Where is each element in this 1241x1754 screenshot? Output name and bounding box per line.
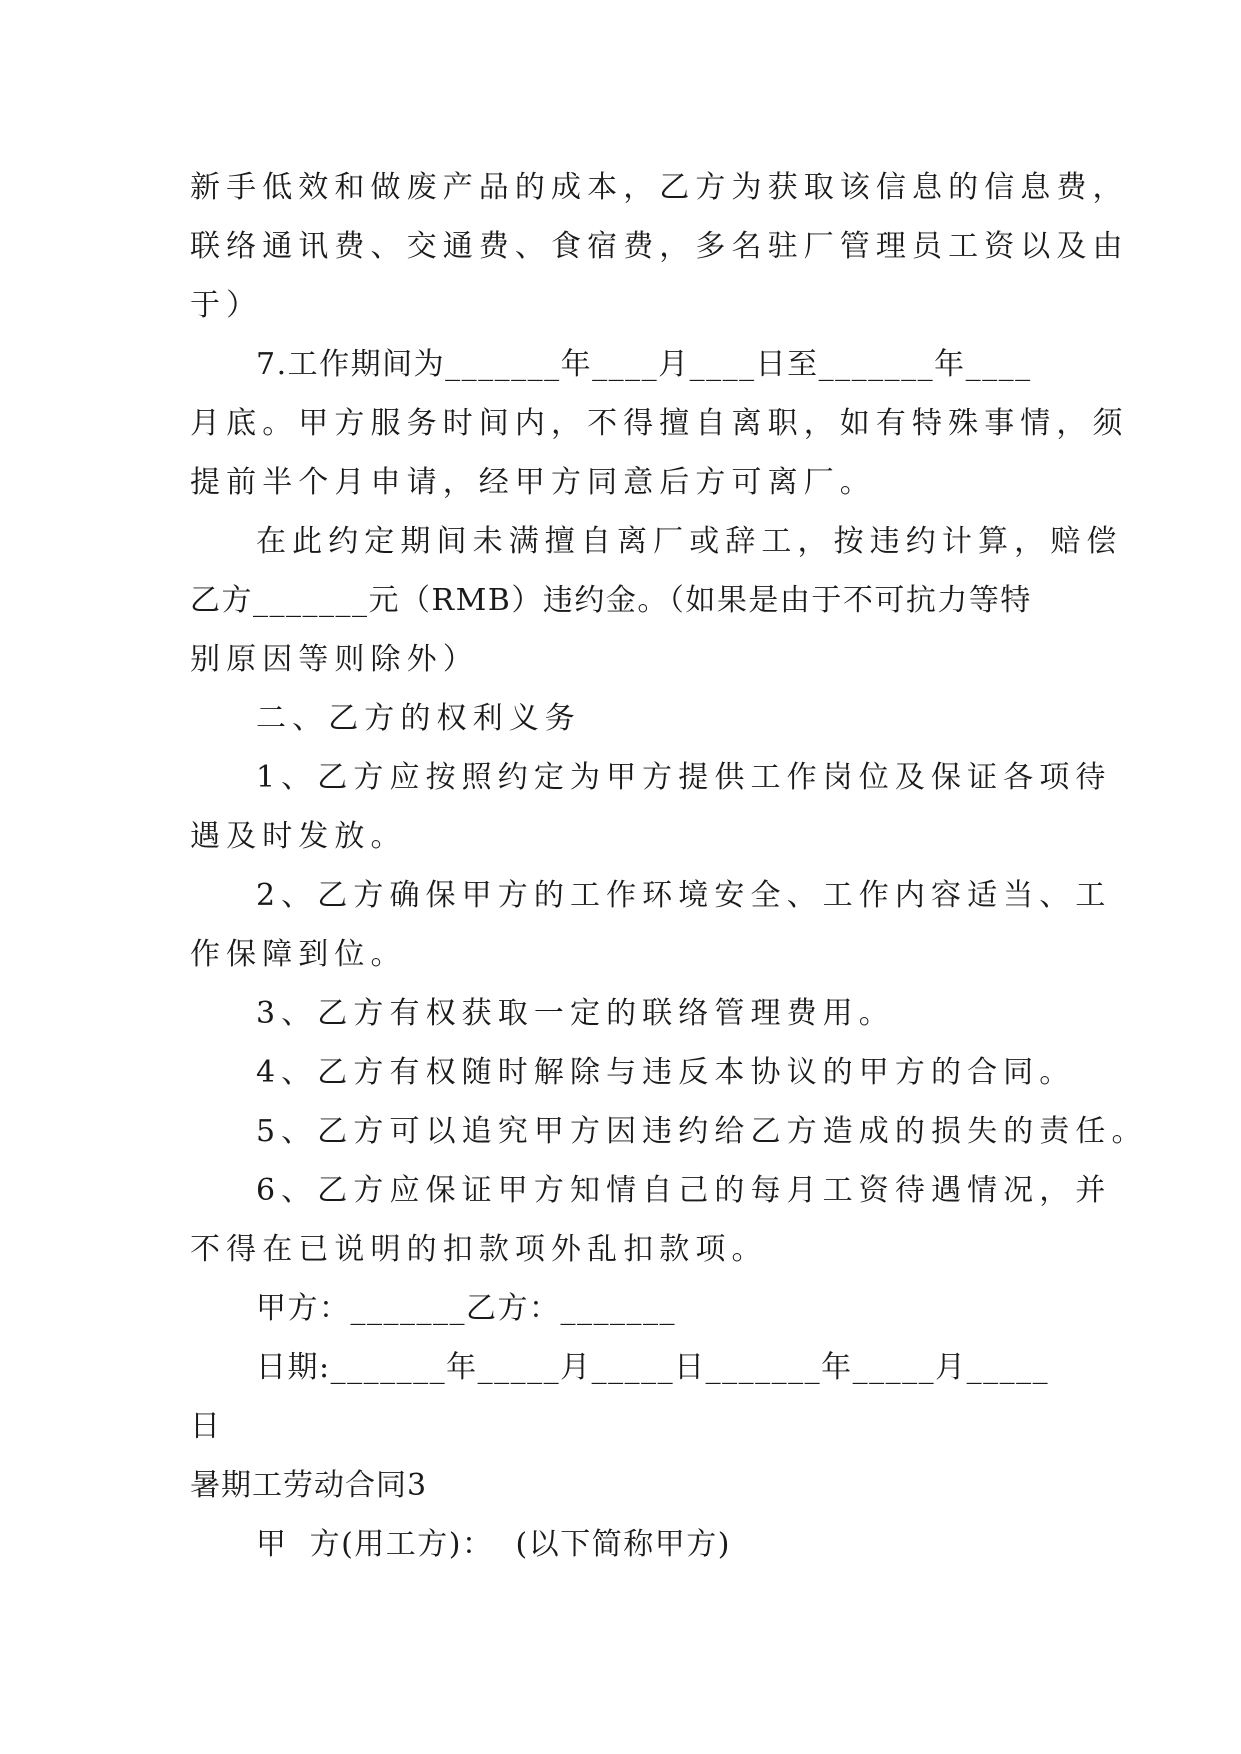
clause-7-line: 7.工作期间为_______年____月____日至_______年____	[256, 347, 1032, 382]
paragraph-line: 提前半个月申请，经甲方同意后方可离厂。	[190, 465, 876, 500]
paragraph-line: 乙方_______元（RMB）违约金。（如果是由于不可抗力等特	[190, 583, 1032, 618]
section-heading: 二、乙方的权利义务	[256, 701, 581, 736]
signature-line: 甲方：_______乙方：_______	[256, 1291, 676, 1326]
clause-line: 5、乙方可以追究甲方因违约给乙方造成的损失的责任。	[256, 1114, 1148, 1149]
paragraph-line: 新手低效和做废产品的成本，乙方为获取该信息的信息费，	[190, 170, 1129, 205]
date-line: 日期:_______年_____月_____日_______年_____月_____	[256, 1350, 1050, 1385]
clause-line: 2、乙方确保甲方的工作环境安全、工作内容适当、工	[256, 878, 1112, 913]
document-body	[190, 158, 1148, 1574]
party-a-line: 甲 方(用工方)： (以下简称甲方)	[256, 1527, 731, 1562]
paragraph-line: 别原因等则除外）	[190, 642, 479, 677]
paragraph-line: 作保障到位。	[190, 937, 407, 972]
paragraph-line: 于）	[190, 288, 263, 323]
clause-line: 1、乙方应按照约定为甲方提供工作岗位及保证各项待	[256, 760, 1112, 795]
clause-line: 6、乙方应保证甲方知情自己的每月工资待遇情况，并	[256, 1173, 1112, 1208]
paragraph-line: 月底。甲方服务时间内，不得擅自离职，如有特殊事情，须	[190, 406, 1129, 441]
contract-title: 暑期工劳动合同3	[190, 1468, 428, 1503]
paragraph-line: 遇及时发放。	[190, 819, 407, 854]
paragraph-line: 不得在已说明的扣款项外乱扣款项。	[190, 1232, 768, 1267]
clause-line: 3、乙方有权获取一定的联络管理费用。	[256, 996, 895, 1031]
paragraph-line: 在此约定期间未满擅自离厂或辞工，按违约计算，赔偿	[256, 524, 1123, 559]
paragraph-line: 联络通讯费、交通费、食宿费，多名驻厂管理员工资以及由	[190, 229, 1129, 264]
paragraph-line: 日	[190, 1409, 227, 1444]
clause-line: 4、乙方有权随时解除与违反本协议的甲方的合同。	[256, 1055, 1076, 1090]
